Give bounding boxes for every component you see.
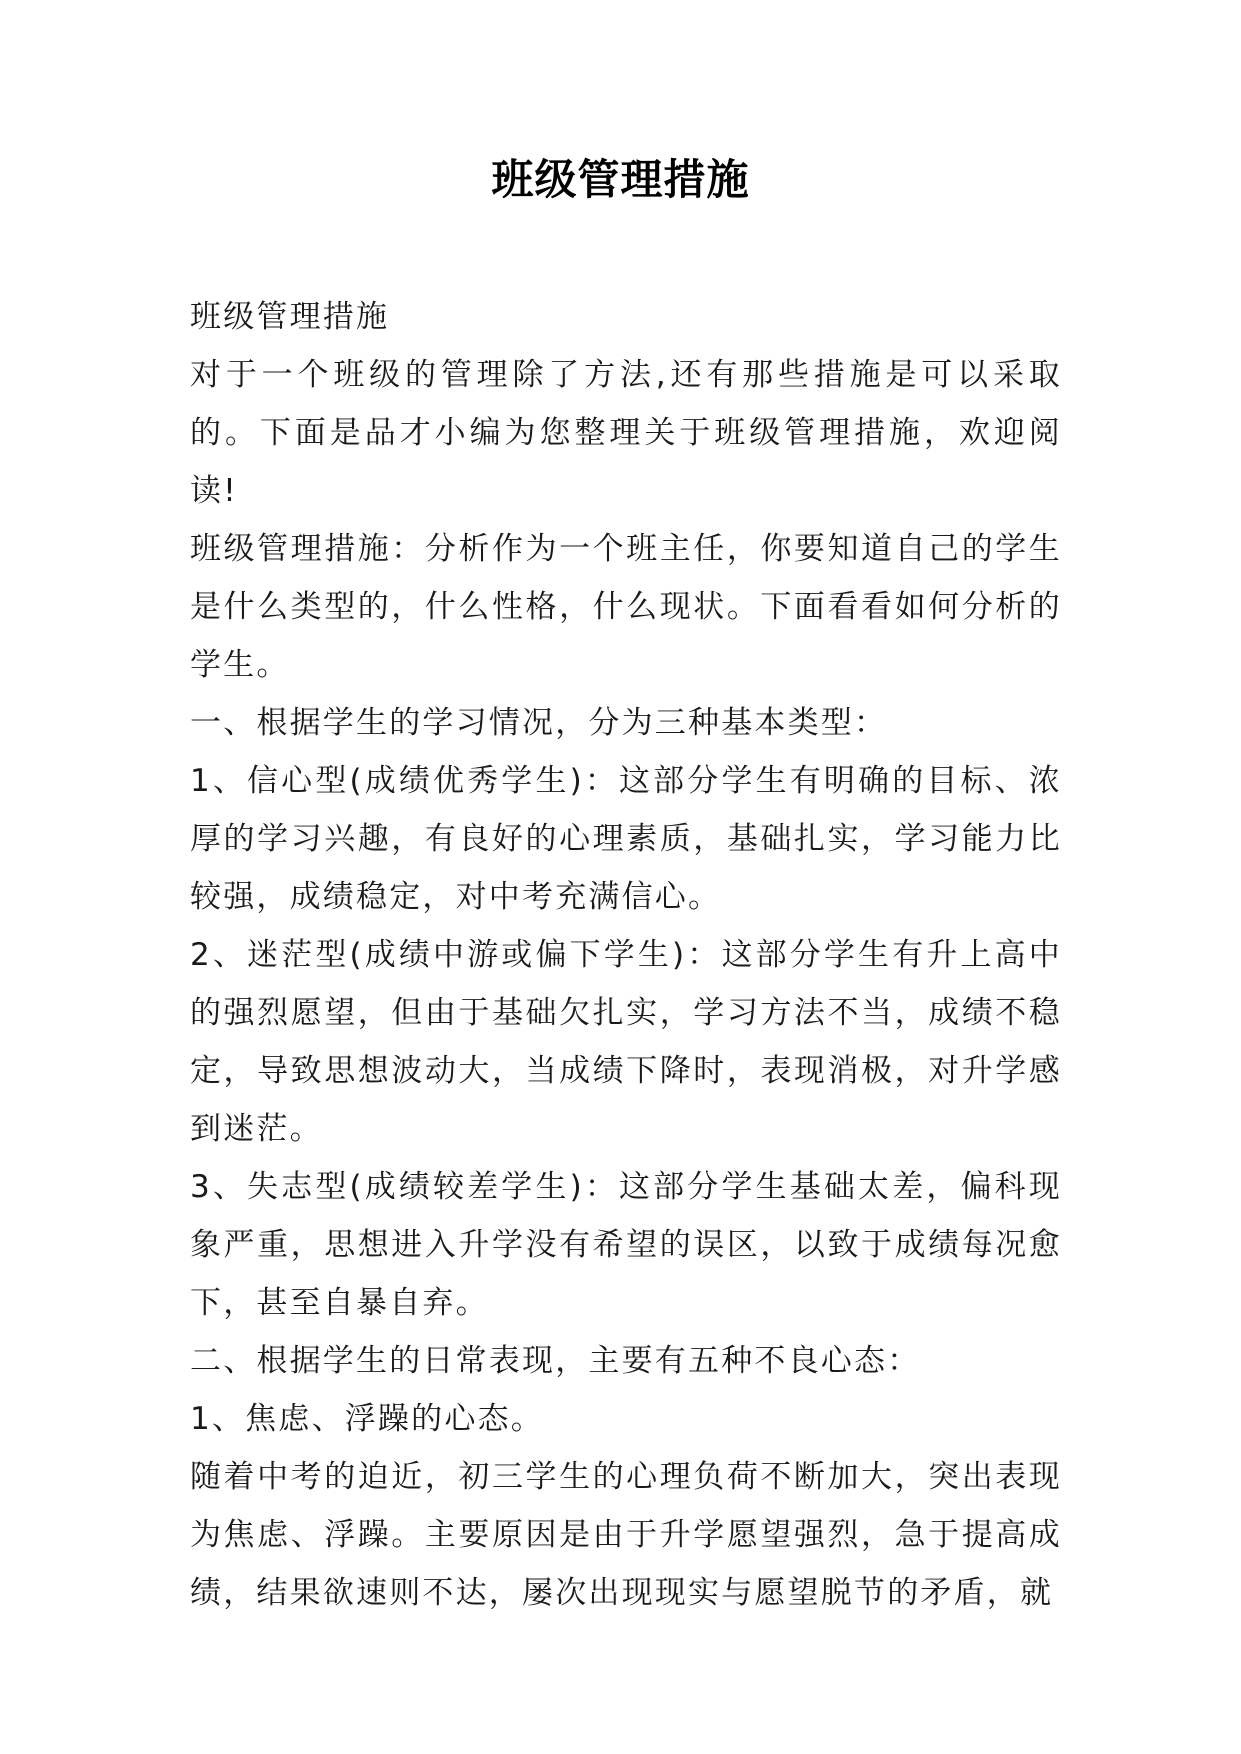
list-item-anxious-mindset: 1、焦虑、浮躁的心态。 (190, 1401, 544, 1437)
section-heading-bad-mindsets: 二、根据学生的日常表现，主要有五种不良心态： (190, 1343, 921, 1379)
list-item-discouraged-type: 3、失志型(成绩较差学生)：这部分学生基础太差，偏科现象严重，思想进入升学没有希望的误区，以致于成绩每况愈下，甚至自暴自弃。 (190, 1169, 1062, 1321)
paragraph-anxiety-detail: 随着中考的迫近，初三学生的心理负荷不断加大，突出表现为焦虑、浮躁。主要原因是由于升学愿望强烈，急于提高成绩，结果欲速则不达，屡次出现现实与愿望脱节的矛盾，就 (190, 1459, 1062, 1611)
list-item-confused-type: 2、迷茫型(成绩中游或偏下学生)：这部分学生有升上高中的强烈愿望，但由于基础欠扎实，学习方法不当，成绩不稳定，导致思想波动大，当成绩下降时，表现消极，对升学感到迷茫。 (190, 937, 1062, 1147)
document-title: 班级管理措施 (491, 155, 750, 204)
paragraph-analysis: 班级管理措施：分析作为一个班主任，你要知道自己的学生是什么类型的，什么性格，什么现状。下面看看如何分析的学生。 (190, 531, 1062, 683)
paragraph-heading: 班级管理措施 (190, 299, 390, 335)
paragraph-intro: 对于一个班级的管理除了方法,还有那些措施是可以采取的。下面是品才小编为您整理关于班级管理措施，欢迎阅读! (190, 357, 1062, 509)
document-body (190, 288, 1062, 1622)
list-item-confident-type: 1、信心型(成绩优秀学生)：这部分学生有明确的目标、浓厚的学习兴趣，有良好的心理素质，基础扎实，学习能力比较强，成绩稳定，对中考充满信心。 (190, 763, 1062, 915)
section-heading-learning-types: 一、根据学生的学习情况，分为三种基本类型： (190, 705, 888, 741)
